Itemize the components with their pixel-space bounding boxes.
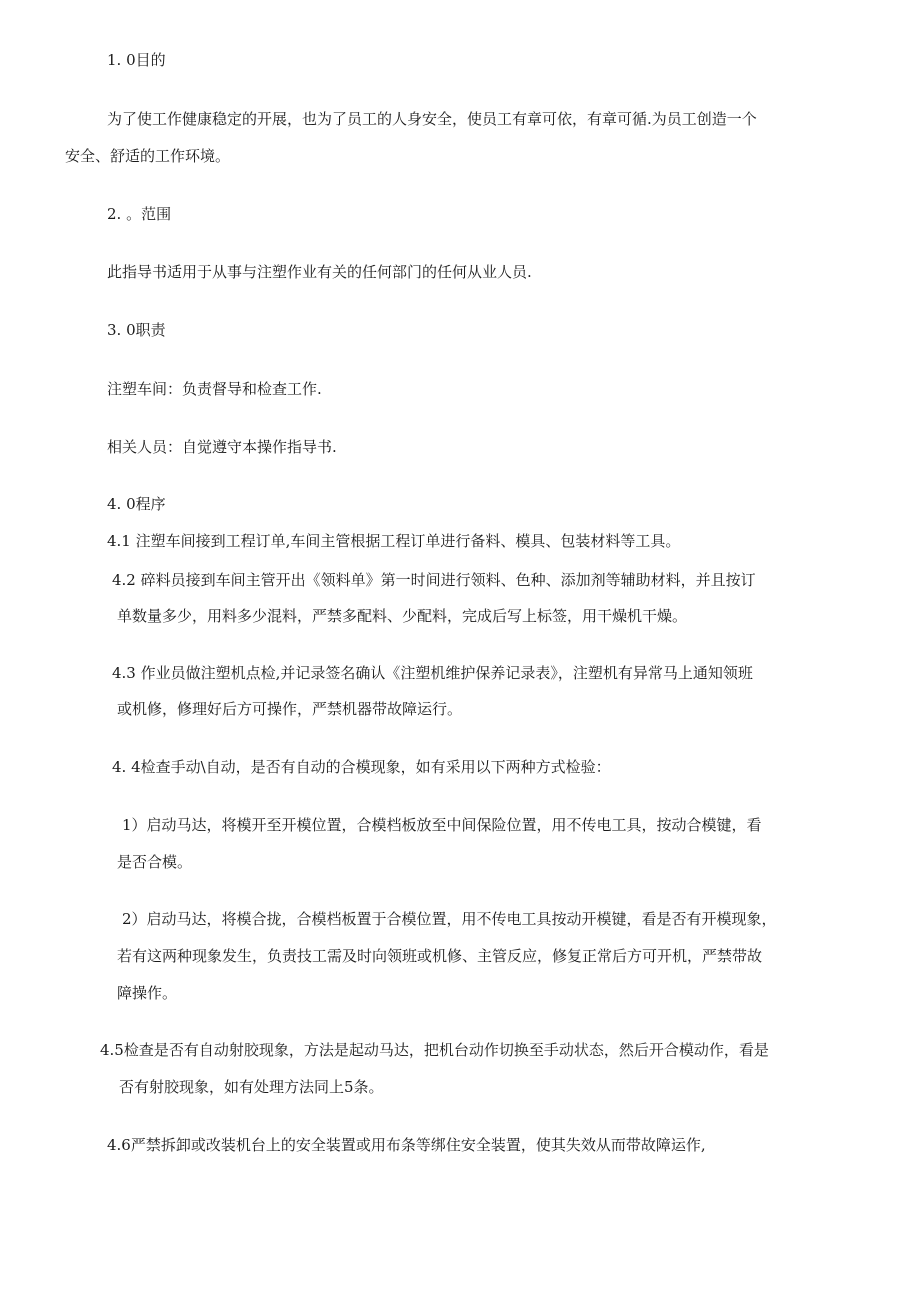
clause-4-2-line-1: 4.2 碎料员接到车间主管开出《领料单》第一时间进行领料、色种、添加剂等辅助材料，并且按订 [112, 571, 756, 589]
section-1-paragraph-line-1: 为了使工作健康稳定的开展，也为了员工的人身安全，使员工有章可依，有章可循.为员工创造一个 [107, 110, 757, 128]
clause-4-2-line-2: 单数量多少，用料多少混料，严禁多配料、少配料，完成后写上标签，用干燥机干燥。 [117, 607, 688, 625]
clause-4-4-step-1-line-2: 是否合模。 [117, 853, 193, 871]
section-3-item-personnel: 相关人员：自觉遵守本操作指导书. [107, 438, 337, 456]
section-1-paragraph-line-2: 安全、舒适的工作环境。 [65, 147, 231, 165]
clause-4-4-step-2-line-1: 2）启动马达，将模合拢，合模档板置于合模位置，用不传电工具按动开模键，看是否有开模现象， [122, 910, 777, 928]
section-1-heading: 1. 0目的 [107, 51, 166, 69]
clause-4-4-step-2-line-2: 若有这两种现象发生，负责技工需及时向领班或机修、主管反应，修复正常后方可开机，严禁带故 [117, 947, 763, 965]
clause-4-6: 4.6严禁拆卸或改装机台上的安全装置或用布条等绑住安全装置，使其失效从而带故障运作, [107, 1136, 706, 1154]
clause-4-4-step-2-line-3: 障操作。 [117, 984, 178, 1002]
section-3-item-workshop: 注塑车间：负责督导和检查工作. [107, 380, 322, 398]
section-3-heading: 3. 0职责 [107, 321, 166, 339]
clause-4-3-line-1: 4.3 作业员做注塑机点检,并记录签名确认《注塑机维护保养记录表》，注塑机有异常马上通知领班 [112, 664, 753, 682]
clause-4-5-line-2: 否有射胶现象，如有处理方法同上5条。 [119, 1078, 384, 1096]
clause-4-5-line-1: 4.5检查是否有自动射胶现象，方法是起动马达，把机台动作切换至手动状态，然后开合模动作，看是 [100, 1041, 769, 1059]
section-2-paragraph: 此指导书适用于从事与注塑作业有关的任何部门的任何从业人员. [107, 263, 532, 281]
section-2-heading: 2. 。范围 [107, 205, 172, 223]
clause-4-4-step-1-line-1: 1）启动马达，将模开至开模位置，合模档板放至中间保险位置，用不传电工具，按动合模键，看 [122, 816, 762, 834]
section-4-heading: 4. 0程序 [107, 495, 166, 513]
clause-4-3-line-2: 或机修，修理好后方可操作，严禁机器带故障运行。 [117, 700, 463, 718]
clause-4-4: 4. 4检查手动\自动，是否有自动的合模现象，如有采用以下两种方式检验： [112, 758, 611, 776]
clause-4-1: 4.1 注塑车间接到工程订单,车间主管根据工程订单进行备料、模具、包装材料等工具。 [107, 532, 681, 550]
